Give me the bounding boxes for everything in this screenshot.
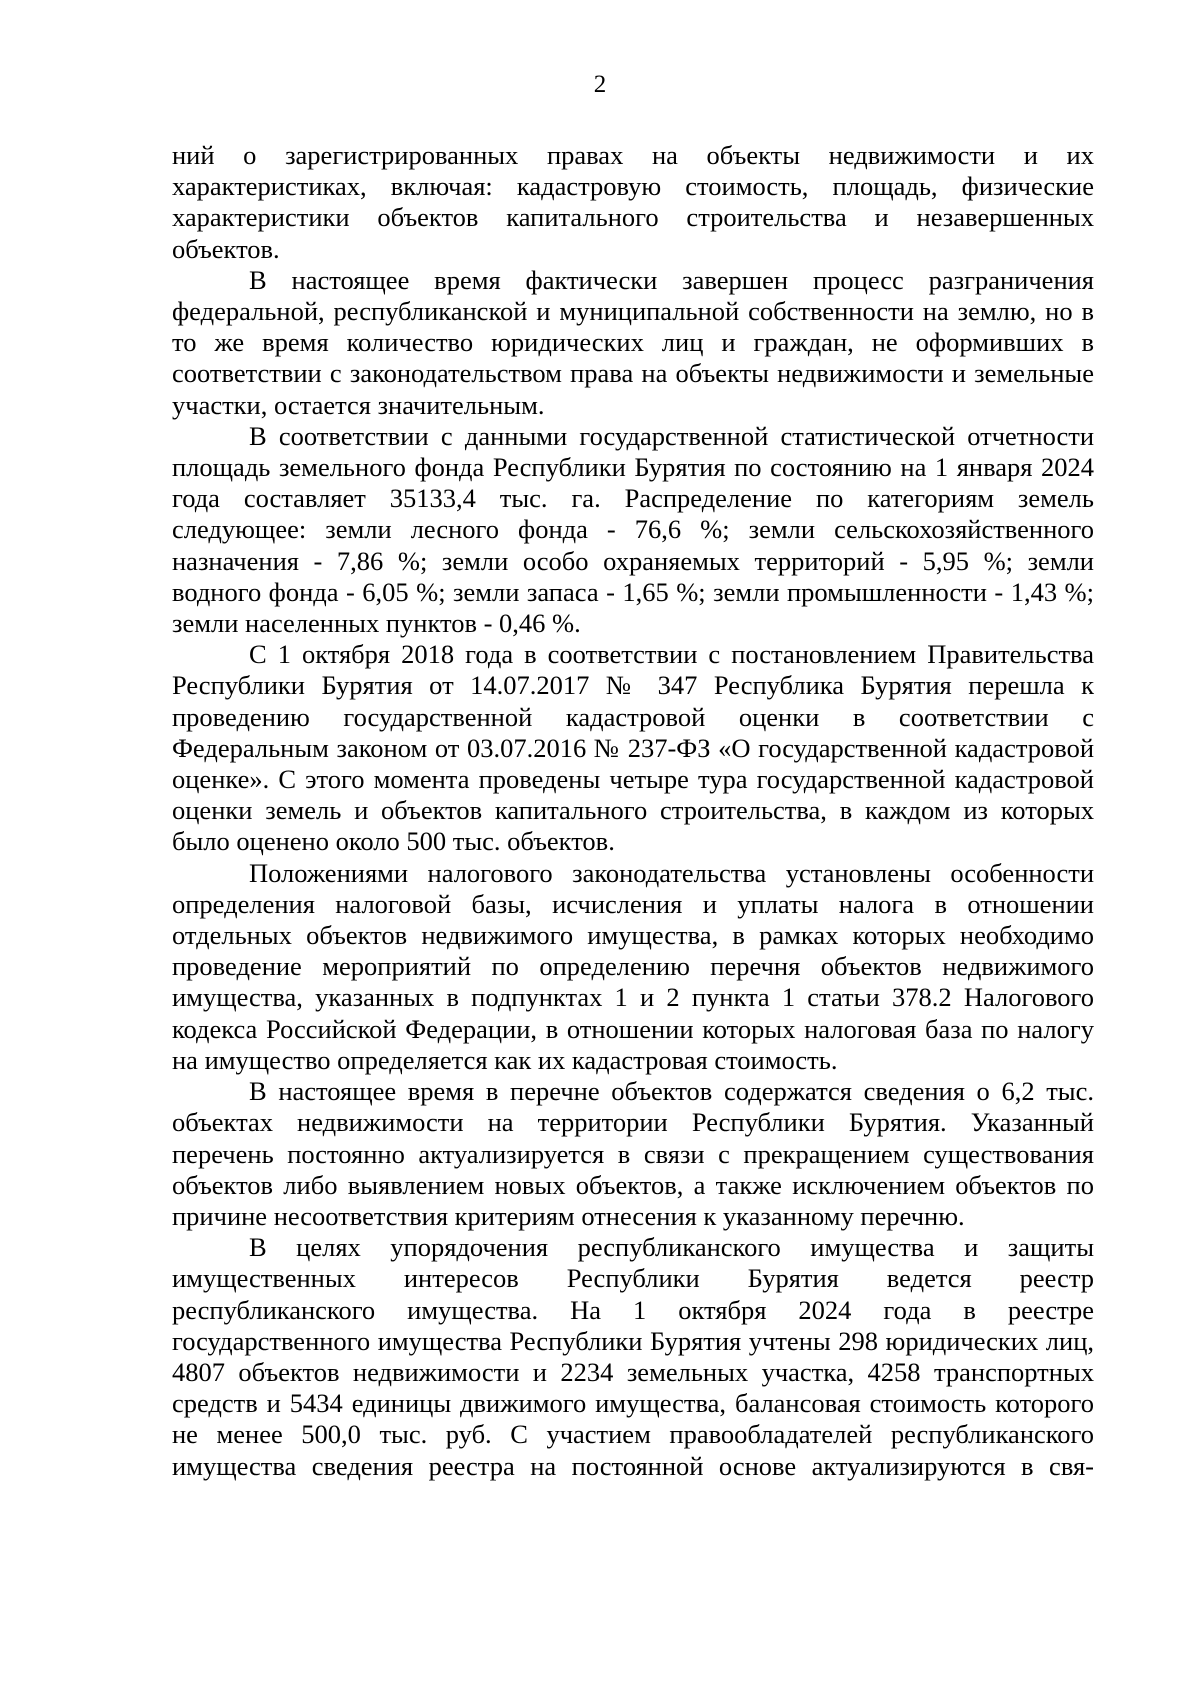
paragraph-cadastral-valuation: С 1 октября 2018 года в соответствии с постановлением Правительства Республики Бурятия от 14.07.2017 № 347 Республика Бурятия перешла к проведению государственной кадастровой оценки в соответствии с Федеральным законом от 03.07.2016 № 237-ФЗ «О государственной кадастровой оценке». С этого момента проведены четыре тура государственной кадастровой оценки земель и объектов капитального строительства, в каждом из которых было оценено около 500 тыс. объектов. — [172, 639, 1094, 857]
paragraph-land-fund-statistics: В соответствии с данными государственной статистической отчетности площадь земельного фонда Республики Бурятия по состоянию на 1 января 2024 года составляет 35133,4 тыс. га. Распределение по категориям земель следующее: земли лесного фонда - 76,6 %; земли сельскохозяйственного назначения - 7,86 %; земли особо охраняемых территорий - 5,95 %; земли водного фонда - 6,05 %; земли запаса - 1,65 %; земли промышленности - 1,43 %; земли населенных пунктов - 0,46 %. — [172, 420, 1094, 639]
document-body — [172, 140, 1094, 1482]
paragraph-property-registry: В целях упорядочения республиканского имущества и защиты имущественных интересов Республики Бурятия ведется реестр республиканского имущества. На 1 октября 2024 года в реестре государственного имущества Республики Бурятия учтены 298 юридических лиц, 4807 объектов недвижимости и 2234 земельных участка, 4258 транспортных средств и 5434 единицы движимого имущества, балансовая стоимость которого не менее 500,0 тыс. руб. С участием правообладателей республиканского имущества сведения реестра на постоянной основе актуализируются в свя- — [172, 1232, 1094, 1481]
paragraph-tax-legislation: Положениями налогового законодательства установлены особенности определения налоговой базы, исчисления и уплаты налога в отношении отдельных объектов недвижимого имущества, в рамках которых необходимо проведение мероприятий по определению перечня объектов недвижимого имущества, указанных в подпунктах 1 и 2 пункта 1 статьи 378.2 Налогового кодекса Российской Федерации, в отношении которых налоговая база по налогу на имущество определяется как их кадастровая стоимость. — [172, 857, 1094, 1075]
paragraph-land-ownership: В настоящее время фактически завершен процесс разграничения федеральной, республиканской и муниципальной собственности на землю, но в то же время количество юридических лиц и граждан, не оформивших в соответствии с законодательством права на объекты недвижимости и земельные участки, остается значительным. — [172, 264, 1094, 420]
page-number: 2 — [593, 71, 607, 98]
paragraph-continuation: ний о зарегистрированных правах на объекты недвижимости и их характеристиках, включая: кадастровую стоимость, площадь, физические характеристики объектов капитального строительства и незавершенных объектов. — [172, 140, 1094, 264]
paragraph-objects-list: В настоящее время в перечне объектов содержатся сведения о 6,2 тыс. объектах недвижимости на территории Республики Бурятия. Указанный перечень постоянно актуализируется в связи с прекращением существования объектов либо выявлением новых объектов, а также исключением объектов по причине несоответствия критериям отнесения к указанному перечню. — [172, 1076, 1094, 1231]
